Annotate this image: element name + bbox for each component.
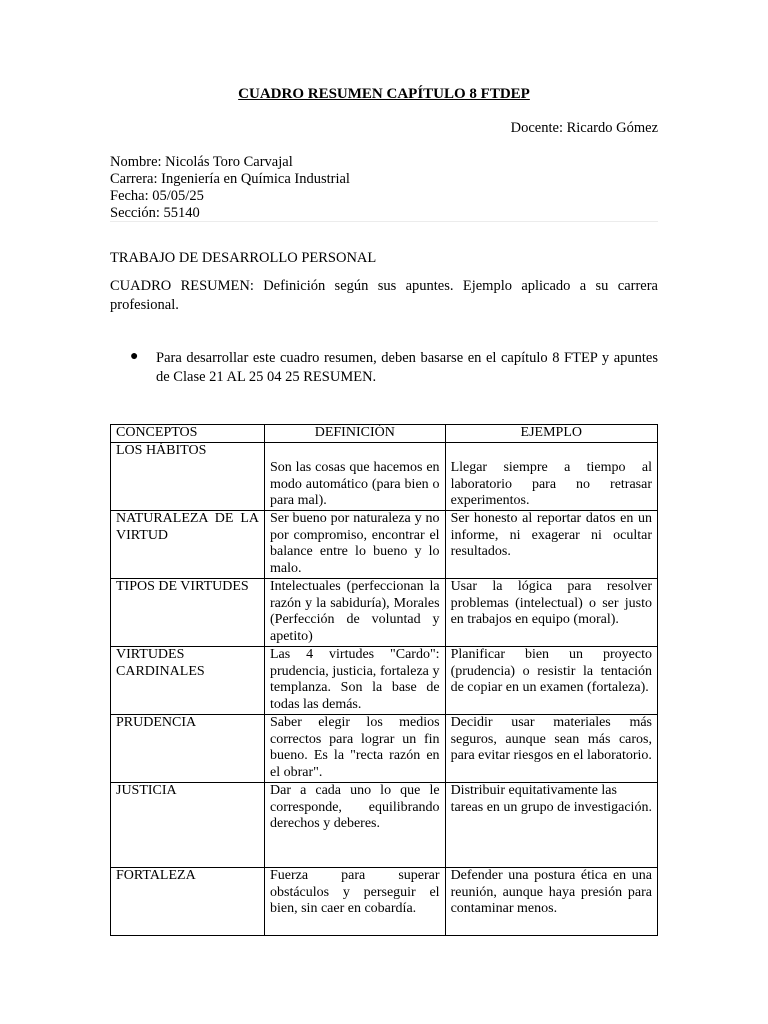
concept-cell: FORTALEZA [111,868,265,936]
student-section: Sección: 55140 [110,205,200,221]
summary-table [110,424,658,936]
definition-cell: Dar a cada uno lo que le corresponde, equilibrando derechos y deberes. [265,783,446,868]
concept-cell: LOS HÁBITOS [111,443,265,511]
table-row [111,443,658,511]
table-row [111,868,658,936]
table-row [111,511,658,579]
example-cell: Decidir usar materiales más seguros, aunque sean más caros, para evitar riesgos en el laboratorio. [445,715,657,783]
header-ejemplo: EJEMPLO [445,425,657,443]
document-title: CUADRO RESUMEN CAPÍTULO 8 FTDEP [238,86,530,102]
concept-cell: TIPOS DE VIRTUDES [111,579,265,647]
divider [110,221,658,222]
definition-cell: Las 4 virtudes "Cardo": prudencia, justicia, fortaleza y templanza. Son la base de todas las demás. [265,647,446,715]
example-cell: Llegar siempre a tiempo al laboratorio para no retrasar experimentos. [445,443,657,511]
header-conceptos: CONCEPTOS [111,425,265,443]
table-row [111,783,658,868]
bullet-dot-icon: ● [130,349,139,364]
concept-cell: PRUDENCIA [111,715,265,783]
definition-cell: Ser bueno por naturaleza y no por compromiso, encontrar el balance entre lo bueno y lo malo. [265,511,446,579]
concept-cell: NATURALEZA DE LA VIRTUD [111,511,265,579]
definition-cell: Son las cosas que hacemos en modo automático (para bien o para mal). [265,443,446,511]
student-name: Nombre: Nicolás Toro Carvajal [110,154,293,170]
table-row [111,715,658,783]
concept-cell: VIRTUDES CARDINALES [111,647,265,715]
table-row [111,647,658,715]
section-description: CUADRO RESUMEN: Definición según sus apuntes. Ejemplo aplicado a su carrera profesional. [110,278,658,313]
table-row [111,579,658,647]
definition-cell: Fuerza para superar obstáculos y perseguir el bien, sin caer en cobardía. [265,868,446,936]
example-cell: Ser honesto al reportar datos en un informe, ni exagerar ni ocultar resultados. [445,511,657,579]
definition-cell: Saber elegir los medios correctos para lograr un fin bueno. Es la "recta razón en el obrar". [265,715,446,783]
student-info [110,154,658,222]
docente-line: Docente: Ricardo Gómez [510,120,658,136]
example-cell: Planificar bien un proyecto (prudencia) o resistir la tentación de copiar en un examen (fortaleza). [445,647,657,715]
table-header-row [111,425,658,443]
instruction-bullet: Para desarrollar este cuadro resumen, deben basarse en el capítulo 8 FTEP y apuntes de Clase 21 AL 25 04 25 RESUMEN. [156,350,658,385]
student-career: Carrera: Ingeniería en Química Industrial [110,171,350,187]
definition-cell: Intelectuales (perfeccionan la razón y la sabiduría), Morales (Perfección de voluntad y apetito) [265,579,446,647]
student-date: Fecha: 05/05/25 [110,188,204,204]
example-cell: Defender una postura ética en una reunión, aunque haya presión para contaminar menos. [445,868,657,936]
example-cell: Usar la lógica para resolver problemas (intelectual) o ser justo en trabajos en equipo (moral). [445,579,657,647]
concept-cell: JUSTICIA [111,783,265,868]
example-cell: Distribuir equitativamente las tareas en un grupo de investigación. [445,783,657,868]
header-definicion: DEFINICIÓN [265,425,446,443]
section-heading: TRABAJO DE DESARROLLO PERSONAL [110,250,377,266]
